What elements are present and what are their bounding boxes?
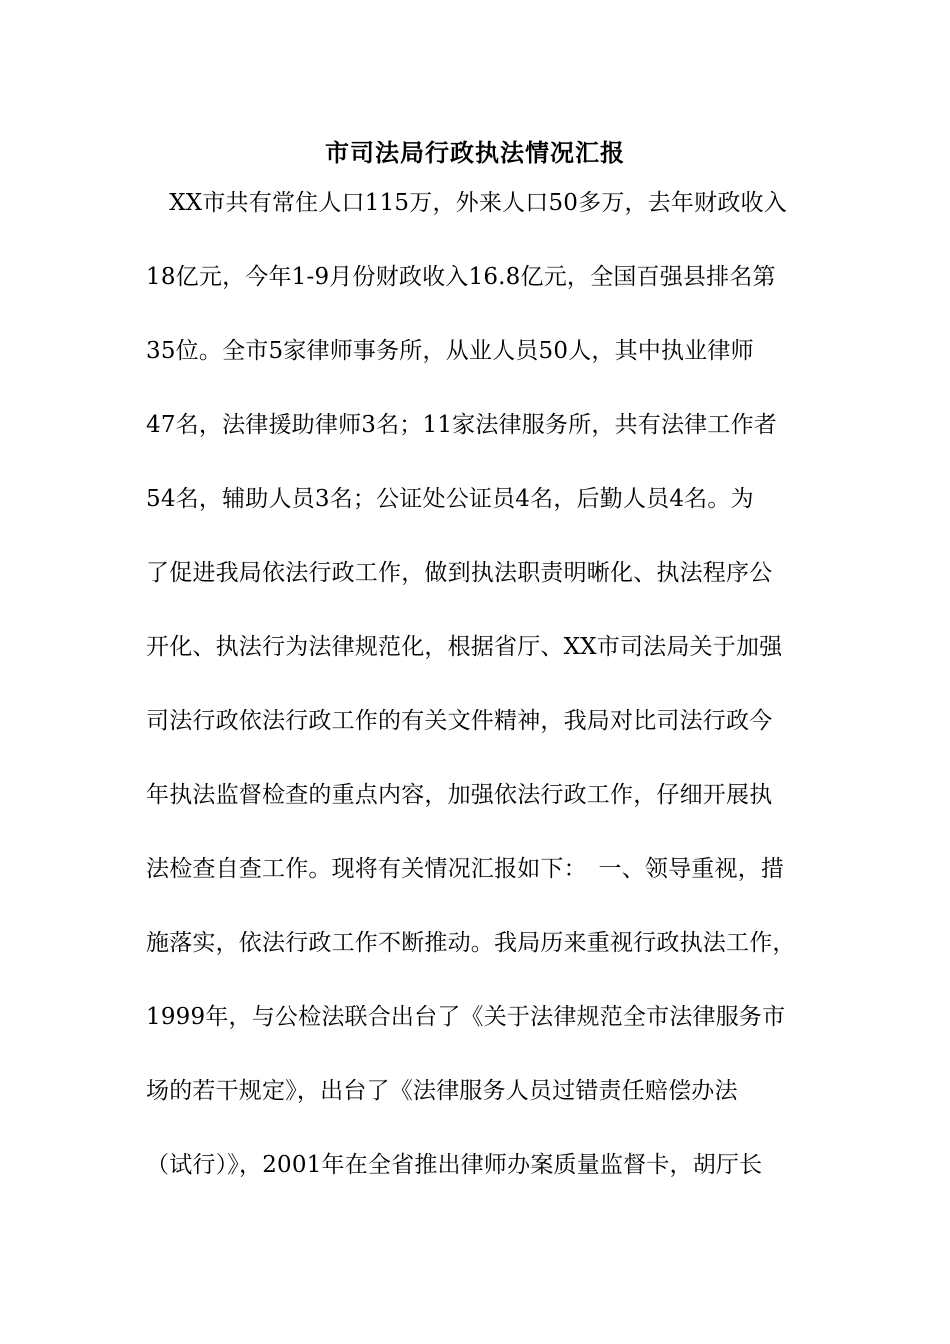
body-line: 法检查自查工作。现将有关情况汇报如下： 一、领导重视，措 — [146, 856, 785, 882]
body-line: 司法行政依法行政工作的有关文件精神，我局对比司法行政今 — [146, 708, 773, 734]
body-line: 18亿元，今年1-9月份财政收入16.8亿元，全国百强县排名第 — [146, 264, 776, 290]
body-line: （试行）》，2001年在全省推出律师办案质量监督卡，胡厅长 — [146, 1152, 763, 1178]
body-line: 35位。全市5家律师事务所，从业人员50人，其中执业律师 — [146, 338, 754, 364]
document-title: 市司法局行政执法情况汇报 — [325, 138, 625, 167]
body-line: 47名，法律援助律师3名；11家法律服务所，共有法律工作者 — [146, 412, 777, 438]
body-line: 1999年，与公检法联合出台了《关于法律规范全市法律服务市 — [146, 1004, 786, 1030]
body-line: 54名，辅助人员3名；公证处公证员4名，后勤人员4名。为 — [146, 486, 754, 512]
body-line: 年执法监督检查的重点内容，加强依法行政工作，仔细开展执 — [146, 782, 773, 808]
body-line: XX市共有常住人口115万，外来人口50多万，去年财政收入 — [146, 190, 787, 216]
body-line: 开化、执法行为法律规范化，根据省厅、XX市司法局关于加强 — [146, 634, 783, 660]
body-line: 了促进我局依法行政工作，做到执法职责明晰化、执法程序公 — [146, 560, 773, 586]
body-line: 施落实，依法行政工作不断推动。我局历来重视行政执法工作， — [146, 930, 796, 956]
body-line: 场的若干规定》，出台了《法律服务人员过错责任赔偿办法 — [146, 1078, 738, 1104]
